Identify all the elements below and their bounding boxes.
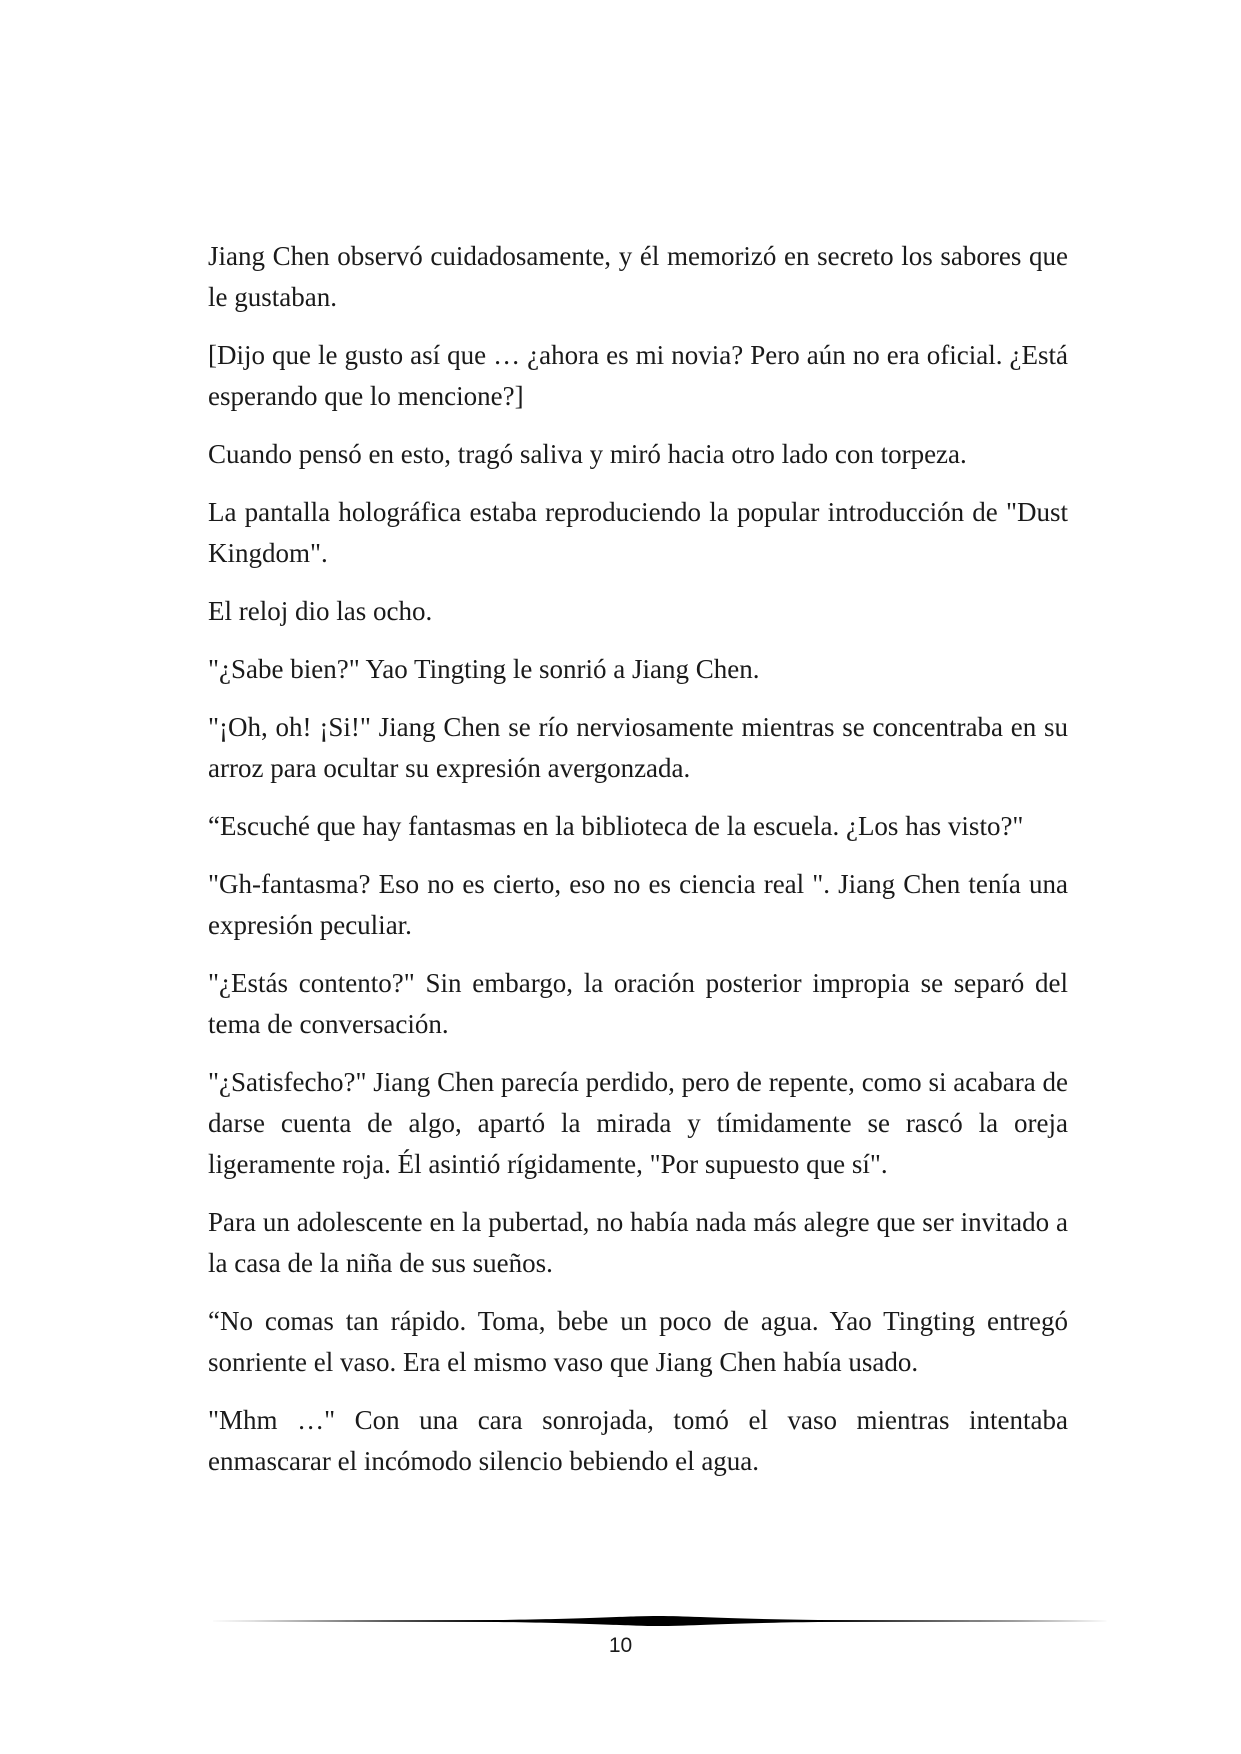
footer-divider	[208, 1615, 1110, 1627]
paragraph-8: “Escuché que hay fantasmas en la biblioteca de la escuela. ¿Los has visto?"	[208, 811, 1024, 841]
paragraph-1: Jiang Chen observó cuidadosamente, y él memorizó en secreto los sabores que le gustaban.	[208, 241, 1068, 312]
paragraph-11: "¿Satisfecho?" Jiang Chen parecía perdido, pero de repente, como si acabara de darse cuenta de algo, apartó la mirada y tímidamente se rascó la oreja ligeramente roja. Él asintió rígidamente, "Por supuesto que sí".	[208, 1067, 1068, 1179]
paragraph-12: Para un adolescente en la pubertad, no había nada más alegre que ser invitado a la casa de la niña de sus sueños.	[208, 1207, 1068, 1278]
page-number: 10	[608, 1634, 633, 1657]
paragraph-2: [Dijo que le gusto así que … ¿ahora es mi novia? Pero aún no era oficial. ¿Está esperando que lo mencione?]	[208, 340, 1068, 411]
paragraph-9: "Gh-fantasma? Eso no es cierto, eso no es ciencia real ". Jiang Chen tenía una expresión peculiar.	[208, 869, 1068, 940]
paragraph-4: La pantalla holográfica estaba reproduciendo la popular introducción de "Dust Kingdom".	[208, 497, 1068, 568]
paragraph-5: El reloj dio las ocho.	[208, 596, 433, 626]
footer-divider-shape	[208, 1616, 1110, 1626]
paragraph-6: "¿Sabe bien?" Yao Tingting le sonrió a Jiang Chen.	[208, 654, 760, 684]
paragraph-3: Cuando pensó en esto, tragó saliva y miró hacia otro lado con torpeza.	[208, 439, 967, 469]
paragraph-14: "Mhm …" Con una cara sonrojada, tomó el vaso mientras intentaba enmascarar el incómodo silencio bebiendo el agua.	[208, 1405, 1068, 1476]
paragraph-10: "¿Estás contento?" Sin embargo, la oración posterior impropia se separó del tema de conversación.	[208, 968, 1068, 1039]
paragraph-13: “No comas tan rápido. Toma, bebe un poco de agua. Yao Tingting entregó sonriente el vaso. Era el mismo vaso que Jiang Chen había usado.	[208, 1306, 1068, 1377]
paragraph-7: "¡Oh, oh! ¡Si!" Jiang Chen se río nerviosamente mientras se concentraba en su arroz para ocultar su expresión avergonzada.	[208, 712, 1068, 783]
body-text	[208, 236, 1068, 1499]
